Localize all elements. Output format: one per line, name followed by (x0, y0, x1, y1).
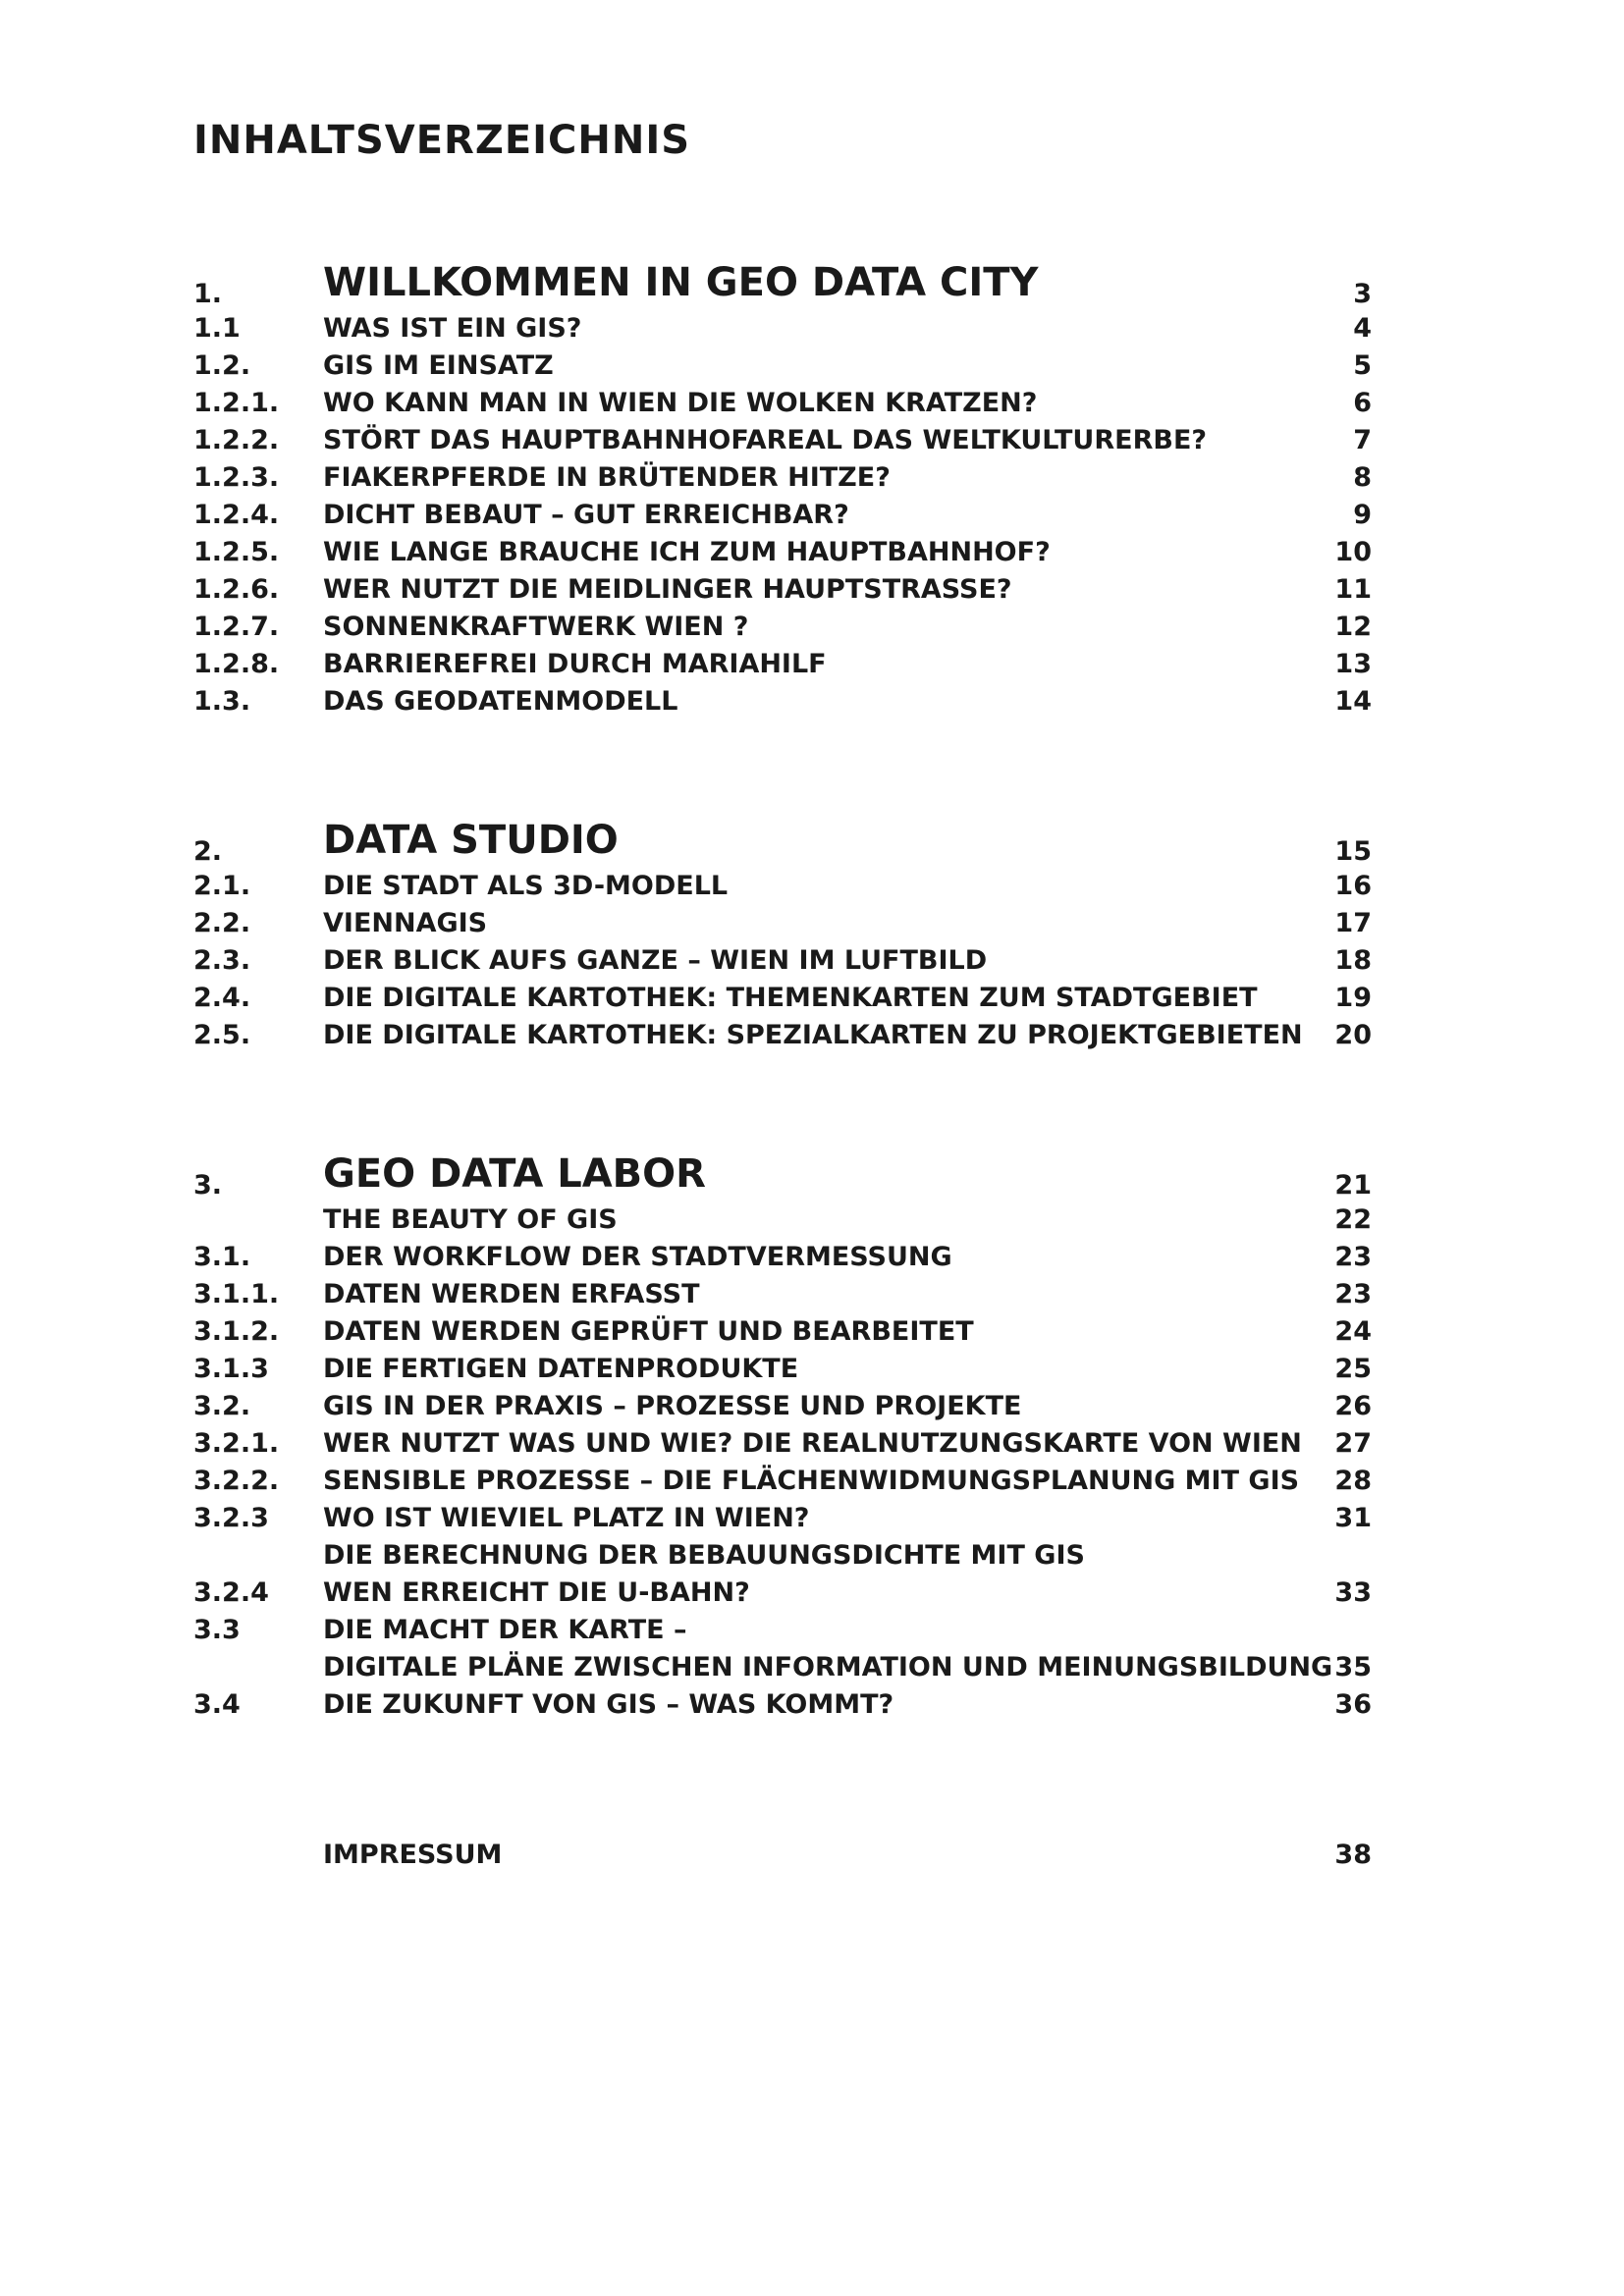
toc-entry (193, 1276, 1372, 1313)
toc-entry (193, 905, 1372, 942)
toc-entry-number: 1.3. (193, 686, 251, 717)
toc-entry (193, 646, 1372, 683)
toc-entry-page-number: 11 (1334, 574, 1372, 605)
toc-entry-title: DER BLICK AUFS GANZE – WIEN IM LUFTBILD (323, 945, 988, 976)
toc-entry-number: 1.2.8. (193, 649, 280, 679)
toc-entry-number: 3.2.2. (193, 1466, 280, 1496)
toc-entry-number: 3.2.4 (193, 1577, 269, 1608)
toc-entry-page-number: 33 (1334, 1577, 1372, 1608)
toc-entry (193, 422, 1372, 459)
toc-entry-number: 1.2.3. (193, 462, 280, 493)
toc-entry-page-number: 21 (1334, 1170, 1372, 1201)
toc-entry (193, 1313, 1372, 1351)
toc-chapter-heading (193, 818, 1372, 868)
toc-entry-title: WO KANN MAN IN WIEN DIE WOLKEN KRATZEN? (323, 388, 1038, 418)
toc-entry-number: 1.2.7. (193, 612, 280, 642)
toc-entry-number: 2.2. (193, 908, 251, 938)
toc-entry-page-number: 24 (1334, 1316, 1372, 1347)
toc-entry-number: 2.3. (193, 945, 251, 976)
toc-entry-title: FIAKERPFERDE IN BRÜTENDER HITZE? (323, 462, 891, 493)
toc-entry-title: WER NUTZT WAS UND WIE? DIE REALNUTZUNGSKARTE VON WIEN (323, 1428, 1302, 1459)
toc-entry-page-number: 23 (1334, 1279, 1372, 1309)
toc-entry-title: DIE MACHT DER KARTE – (323, 1615, 687, 1645)
toc-entry-page-number: 4 (1353, 313, 1372, 344)
toc-entry-number: 1.2.5. (193, 537, 280, 567)
toc-entry (193, 310, 1372, 347)
toc-entry-number: 1.2.2. (193, 425, 280, 455)
toc-entry-number: 1.2.4. (193, 500, 280, 530)
toc-entry-number: 2.5. (193, 1020, 251, 1050)
toc-entry-title: DIE FERTIGEN DATENPRODUKTE (323, 1354, 799, 1384)
toc-entry-page-number: 5 (1353, 350, 1372, 381)
toc-entry-title: SENSIBLE PROZESSE – DIE FLÄCHENWIDMUNGSPLANUNG MIT GIS (323, 1466, 1300, 1496)
toc-entry-title: SONNENKRAFTWERK WIEN ? (323, 612, 749, 642)
toc-entry (193, 1686, 1372, 1724)
toc-entry-title: DATA STUDIO (323, 818, 619, 863)
toc-entry-page-number: 12 (1334, 612, 1372, 642)
toc-entry-page-number: 27 (1334, 1428, 1372, 1459)
toc-section-1 (193, 260, 1372, 721)
toc-entry-title: WER NUTZT DIE MEIDLINGER HAUPTSTRASSE? (323, 574, 1012, 605)
toc-entry-title: GIS IM EINSATZ (323, 350, 554, 381)
toc-entry (193, 1612, 1372, 1649)
toc-entry-page-number: 35 (1334, 1652, 1372, 1682)
toc-entry (193, 609, 1372, 646)
toc-entry (193, 868, 1372, 905)
toc-entry-page-number: 23 (1334, 1242, 1372, 1272)
toc-entry-number: 2.1. (193, 871, 251, 901)
toc-entry (193, 1649, 1372, 1686)
toc-entry-page-number: 6 (1353, 388, 1372, 418)
toc-entry-page-number: 26 (1334, 1391, 1372, 1421)
toc-entry-title: DIE DIGITALE KARTOTHEK: THEMENKARTEN ZUM STADTGEBIET (323, 983, 1258, 1013)
toc-entry (193, 1239, 1372, 1276)
toc-entry (193, 683, 1372, 721)
toc-entry-page-number: 38 (1334, 1840, 1372, 1870)
toc-entry-number: 3.1.2. (193, 1316, 280, 1347)
toc-entry-title: THE BEAUTY OF GIS (323, 1204, 618, 1235)
toc-entry (193, 1537, 1372, 1575)
toc-entry (193, 942, 1372, 980)
toc-entry-page-number: 20 (1334, 1020, 1372, 1050)
toc-section-3 (193, 1151, 1372, 1724)
toc-entry-page-number: 13 (1334, 649, 1372, 679)
toc-entry-page-number: 25 (1334, 1354, 1372, 1384)
toc-entry-title: DAS GEODATENMODELL (323, 686, 678, 717)
toc-entry (193, 1837, 1372, 1874)
toc-entry-page-number: 17 (1334, 908, 1372, 938)
toc-entry-number: 3.2. (193, 1391, 251, 1421)
toc-entry (193, 347, 1372, 385)
toc-entry-title: BARRIEREFREI DURCH MARIAHILF (323, 649, 827, 679)
toc-entry (193, 1388, 1372, 1425)
toc-entry-page-number: 15 (1334, 836, 1372, 867)
toc-entry-title: DIE BERECHNUNG DER BEBAUUNGSDICHTE MIT GIS (323, 1540, 1085, 1571)
toc-entry (193, 1351, 1372, 1388)
toc-entry-title: DER WORKFLOW DER STADTVERMESSUNG (323, 1242, 952, 1272)
toc-entry-number: 3.1.3 (193, 1354, 269, 1384)
toc-entry-page-number: 18 (1334, 945, 1372, 976)
toc-entry-title: DIGITALE PLÄNE ZWISCHEN INFORMATION UND MEINUNGSBILDUNG (323, 1652, 1333, 1682)
toc-entry-title: WIE LANGE BRAUCHE ICH ZUM HAUPTBAHNHOF? (323, 537, 1051, 567)
page-title: INHALTSVERZEICHNIS (193, 118, 691, 163)
toc-chapter-heading (193, 260, 1372, 310)
toc-entry-number: 3.2.1. (193, 1428, 280, 1459)
toc-entry-page-number: 16 (1334, 871, 1372, 901)
toc-entry-page-number: 14 (1334, 686, 1372, 717)
toc-entry-title: DIE DIGITALE KARTOTHEK: SPEZIALKARTEN ZU PROJEKTGEBIETEN (323, 1020, 1303, 1050)
toc-entry (193, 1463, 1372, 1500)
toc-entry (193, 980, 1372, 1017)
toc-entry-number: 1.2.6. (193, 574, 280, 605)
toc-entry (193, 459, 1372, 497)
toc-entry (193, 571, 1372, 609)
toc-entry-number: 3. (193, 1170, 223, 1201)
toc-entry-page-number: 7 (1353, 425, 1372, 455)
toc-entry-page-number: 28 (1334, 1466, 1372, 1496)
toc-entry-page-number: 10 (1334, 537, 1372, 567)
toc-entry-title: WILLKOMMEN IN GEO DATA CITY (323, 260, 1039, 305)
toc-entry-page-number: 8 (1353, 462, 1372, 493)
toc-entry-number: 1.1 (193, 313, 241, 344)
toc-entry-title: STÖRT DAS HAUPTBAHNHOFAREAL DAS WELTKULTURERBE? (323, 425, 1208, 455)
toc-entry (193, 1425, 1372, 1463)
toc-entry-number: 1.2. (193, 350, 251, 381)
toc-entry-number: 2.4. (193, 983, 251, 1013)
toc-entry-title: IMPRESSUM (323, 1840, 503, 1870)
toc-entry-number: 3.1. (193, 1242, 251, 1272)
toc-entry (193, 1575, 1372, 1612)
toc-entry-number: 2. (193, 836, 223, 867)
toc-entry-page-number: 3 (1353, 279, 1372, 309)
toc-entry-title: WAS IST EIN GIS? (323, 313, 582, 344)
toc-section-2 (193, 818, 1372, 1054)
toc-entry-number: 1.2.1. (193, 388, 280, 418)
toc-entry-number: 3.2.3 (193, 1503, 269, 1533)
toc-entry-number: 1. (193, 279, 223, 309)
toc-entry-title: DIE ZUKUNFT VON GIS – WAS KOMMT? (323, 1689, 894, 1720)
toc-chapter-heading (193, 1151, 1372, 1201)
toc-entry (193, 1201, 1372, 1239)
toc-entry (193, 497, 1372, 534)
toc-entry-title: GIS IN DER PRAXIS – PROZESSE UND PROJEKTE (323, 1391, 1022, 1421)
toc-entry (193, 534, 1372, 571)
toc-entry-title: DIE STADT ALS 3D-MODELL (323, 871, 729, 901)
toc-entry-title: DICHT BEBAUT – GUT ERREICHBAR? (323, 500, 849, 530)
toc-entry-number: 3.1.1. (193, 1279, 280, 1309)
toc-entry (193, 1017, 1372, 1054)
toc-entry-number: 3.4 (193, 1689, 241, 1720)
toc-entry-title: DATEN WERDEN ERFASST (323, 1279, 700, 1309)
toc-entry-page-number: 9 (1353, 500, 1372, 530)
toc-entry-page-number: 36 (1334, 1689, 1372, 1720)
toc-entry-title: WEN ERREICHT DIE U-BAHN? (323, 1577, 750, 1608)
toc-entry-title: DATEN WERDEN GEPRÜFT UND BEARBEITET (323, 1316, 974, 1347)
toc-entry-number: 3.3 (193, 1615, 241, 1645)
toc-entry-page-number: 31 (1334, 1503, 1372, 1533)
toc-section-impressum (193, 1837, 1372, 1874)
toc-entry-page-number: 19 (1334, 983, 1372, 1013)
toc-entry-page-number: 22 (1334, 1204, 1372, 1235)
toc-entry-title: WO IST WIEVIEL PLATZ IN WIEN? (323, 1503, 810, 1533)
toc-entry (193, 1500, 1372, 1537)
toc-entry-title: GEO DATA LABOR (323, 1151, 706, 1197)
toc-entry (193, 385, 1372, 422)
toc-entry-title: VIENNAGIS (323, 908, 488, 938)
